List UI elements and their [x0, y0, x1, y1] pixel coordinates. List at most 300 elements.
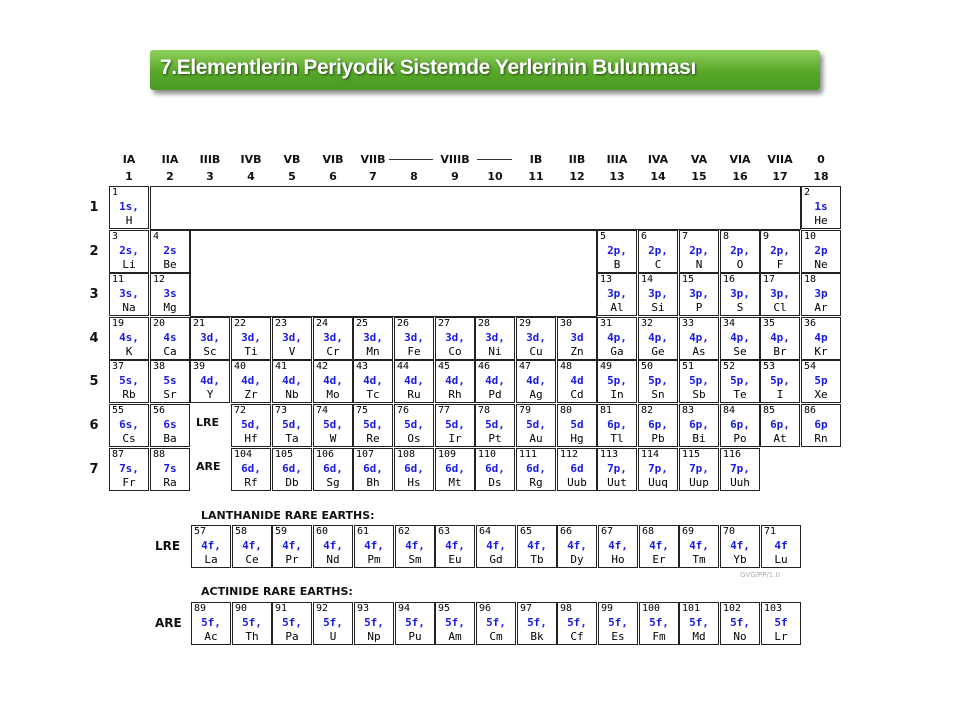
atomic-number: 80 — [560, 405, 573, 416]
element-cell — [475, 360, 515, 403]
atomic-number: 46 — [478, 361, 491, 372]
electron-config: 4d, — [526, 374, 546, 387]
atomic-number: 12 — [153, 274, 166, 285]
element-cell — [720, 273, 760, 316]
electron-config: 4f, — [405, 539, 425, 552]
element-symbol: Mo — [326, 388, 340, 401]
element-symbol: Mg — [163, 301, 177, 314]
electron-config: 4d, — [200, 374, 220, 387]
electron-config: 6d, — [526, 462, 546, 475]
element-symbol: Ds — [488, 476, 502, 489]
element-cell — [435, 360, 475, 403]
element-symbol: Au — [529, 432, 543, 445]
electron-config: 5f, — [201, 616, 221, 629]
element-symbol: At — [773, 432, 787, 445]
electron-config: 6d, — [363, 462, 383, 475]
atomic-number: 67 — [601, 526, 614, 537]
electron-config: 3p, — [648, 287, 668, 300]
electron-config: 4f, — [201, 539, 221, 552]
actinide-element-cell — [557, 602, 597, 645]
group-roman-label: VA — [690, 153, 708, 166]
element-cell — [272, 360, 312, 403]
element-cell — [109, 273, 149, 316]
electron-config: 4f, — [730, 539, 750, 552]
element-symbol: Ta — [285, 432, 299, 445]
atomic-number: 58 — [235, 526, 248, 537]
electron-config: 7p, — [689, 462, 709, 475]
group-roman-label: IIB — [568, 153, 586, 166]
atomic-number: 106 — [316, 449, 335, 460]
atomic-number: 62 — [398, 526, 411, 537]
atomic-number: 29 — [519, 318, 532, 329]
element-cell — [720, 448, 760, 491]
actinide-element-cell — [598, 602, 638, 645]
atomic-number: 4 — [153, 231, 160, 242]
electron-config: 5f, — [730, 616, 750, 629]
atomic-number: 111 — [519, 449, 538, 460]
atomic-number: 11 — [112, 274, 125, 285]
element-symbol: Yb — [733, 553, 747, 566]
actinide-element-cell — [639, 602, 679, 645]
group-number-label: 17 — [772, 170, 788, 183]
element-cell — [801, 230, 841, 273]
atomic-number: 108 — [397, 449, 416, 460]
electron-config: 5s, — [119, 374, 139, 387]
element-cell — [109, 404, 149, 447]
electron-config: 5d, — [445, 418, 465, 431]
atomic-number: 3 — [112, 231, 119, 242]
atomic-number: 36 — [804, 318, 817, 329]
atomic-number: 54 — [804, 361, 817, 372]
electron-config: 4p — [814, 331, 828, 344]
element-cell — [435, 317, 475, 360]
element-cell — [313, 360, 353, 403]
electron-config: 3d, — [485, 331, 505, 344]
atomic-number: 92 — [316, 603, 329, 614]
atomic-number: 6 — [641, 231, 648, 242]
atomic-number: 100 — [642, 603, 661, 614]
element-cell — [231, 360, 271, 403]
element-cell — [597, 317, 637, 360]
element-symbol: Hf — [244, 432, 258, 445]
placeholder-are: ARE — [196, 460, 221, 473]
element-cell — [109, 360, 149, 403]
electron-config: 4p, — [689, 331, 709, 344]
element-symbol: Nb — [285, 388, 299, 401]
actinide-element-cell — [720, 602, 760, 645]
lanthanide-element-cell — [639, 525, 679, 568]
element-symbol: Re — [366, 432, 380, 445]
actinide-row-label: ARE — [155, 616, 182, 630]
electron-config: 3d, — [241, 331, 261, 344]
element-symbol: Cf — [570, 630, 584, 643]
element-cell — [760, 273, 800, 316]
lanthanide-element-cell — [557, 525, 597, 568]
element-symbol: Es — [611, 630, 625, 643]
element-symbol: C — [654, 258, 662, 271]
electron-config: 5d, — [323, 418, 343, 431]
element-cell — [638, 448, 678, 491]
period-label: 4 — [89, 331, 99, 346]
electron-config: 5f, — [689, 616, 709, 629]
element-cell — [638, 360, 678, 403]
element-symbol: Am — [448, 630, 462, 643]
element-cell — [394, 360, 434, 403]
atomic-number: 57 — [194, 526, 207, 537]
electron-config: 6s — [163, 418, 177, 431]
element-symbol: Ru — [407, 388, 421, 401]
electron-config: 3s — [163, 287, 177, 300]
atomic-number: 72 — [234, 405, 247, 416]
electron-config: 4f, — [364, 539, 384, 552]
element-cell — [720, 360, 760, 403]
element-cell — [435, 448, 475, 491]
element-symbol: H — [125, 214, 133, 227]
atomic-number: 88 — [153, 449, 166, 460]
group-roman-label: VIA — [729, 153, 751, 166]
element-cell — [801, 360, 841, 403]
atomic-number: 49 — [600, 361, 613, 372]
electron-config: 3p, — [770, 287, 790, 300]
lanthanide-element-cell — [476, 525, 516, 568]
electron-config: 3d, — [200, 331, 220, 344]
element-symbol: P — [695, 301, 703, 314]
element-symbol: Ne — [814, 258, 828, 271]
electron-config: 5d — [570, 418, 584, 431]
element-symbol: Uuq — [648, 476, 668, 489]
element-cell — [475, 448, 515, 491]
electron-config: 4d, — [404, 374, 424, 387]
actinide-element-cell — [272, 602, 312, 645]
element-symbol: Os — [407, 432, 421, 445]
empty-block-transition — [190, 230, 597, 317]
lanthanide-element-cell — [679, 525, 719, 568]
group-number-label: 7 — [369, 170, 377, 183]
atomic-number: 21 — [193, 318, 206, 329]
electron-config: 7p, — [648, 462, 668, 475]
element-cell — [597, 404, 637, 447]
atomic-number: 19 — [112, 318, 125, 329]
lanthanide-element-cell — [598, 525, 638, 568]
element-cell — [272, 404, 312, 447]
element-symbol: Gd — [489, 553, 503, 566]
period-label: 6 — [89, 418, 99, 433]
atomic-number: 51 — [682, 361, 695, 372]
electron-config: 4f, — [282, 539, 302, 552]
element-cell — [760, 230, 800, 273]
actinide-element-cell — [679, 602, 719, 645]
element-symbol: As — [692, 345, 706, 358]
element-cell — [597, 360, 637, 403]
group-roman-label: VB — [283, 153, 301, 166]
element-symbol: Bi — [692, 432, 706, 445]
group-number-label: 5 — [288, 170, 296, 183]
group-viiib-bracket — [389, 159, 433, 160]
atomic-number: 63 — [438, 526, 451, 537]
element-symbol: Li — [122, 258, 136, 271]
element-symbol: Tb — [530, 553, 544, 566]
electron-config: 4f, — [608, 539, 628, 552]
element-symbol: B — [613, 258, 621, 271]
atomic-number: 28 — [478, 318, 491, 329]
element-symbol: K — [125, 345, 133, 358]
element-cell — [679, 404, 719, 447]
electron-config: 6s, — [119, 418, 139, 431]
element-cell — [109, 186, 149, 229]
element-cell — [801, 273, 841, 316]
actinide-element-cell — [476, 602, 516, 645]
group-number-label: 13 — [609, 170, 625, 183]
empty-block-period-1 — [150, 186, 801, 230]
lanthanide-row-label: LRE — [155, 539, 181, 553]
element-cell — [109, 230, 149, 273]
atomic-number: 105 — [275, 449, 294, 460]
element-symbol: Be — [163, 258, 177, 271]
atomic-number: 103 — [764, 603, 783, 614]
electron-config: 1s — [814, 200, 828, 213]
electron-config: 5f, — [282, 616, 302, 629]
element-cell — [801, 317, 841, 360]
element-symbol: Si — [651, 301, 665, 314]
atomic-number: 114 — [641, 449, 660, 460]
atomic-number: 64 — [479, 526, 492, 537]
atomic-number: 43 — [356, 361, 369, 372]
watermark-text: GVG/PP/1.0 — [740, 571, 780, 579]
atomic-number: 101 — [682, 603, 701, 614]
atomic-number: 73 — [275, 405, 288, 416]
title-banner — [150, 50, 820, 90]
group-number-label: 3 — [206, 170, 214, 183]
electron-config: 7s, — [119, 462, 139, 475]
atomic-number: 24 — [316, 318, 329, 329]
element-symbol: Ce — [245, 553, 259, 566]
atomic-number: 30 — [560, 318, 573, 329]
electron-config: 4p, — [607, 331, 627, 344]
element-cell — [394, 448, 434, 491]
electron-config: 5f, — [608, 616, 628, 629]
electron-config: 5f — [774, 616, 788, 629]
element-cell — [679, 360, 719, 403]
element-cell — [760, 404, 800, 447]
atomic-number: 32 — [641, 318, 654, 329]
actinide-element-cell — [761, 602, 801, 645]
electron-config: 4p, — [770, 331, 790, 344]
element-cell — [760, 360, 800, 403]
element-symbol: Y — [206, 388, 214, 401]
atomic-number: 60 — [316, 526, 329, 537]
electron-config: 6p, — [648, 418, 668, 431]
period-label: 1 — [89, 200, 99, 215]
atomic-number: 84 — [723, 405, 736, 416]
group-number-label: 12 — [569, 170, 585, 183]
element-symbol: Sm — [408, 553, 422, 566]
atomic-number: 41 — [275, 361, 288, 372]
element-symbol: Se — [733, 345, 747, 358]
element-symbol: Po — [733, 432, 747, 445]
element-symbol: Lu — [774, 553, 788, 566]
lanthanide-element-cell — [191, 525, 231, 568]
atomic-number: 45 — [438, 361, 451, 372]
element-cell — [231, 317, 271, 360]
element-symbol: Cu — [529, 345, 543, 358]
element-symbol: Er — [652, 553, 666, 566]
element-cell — [801, 186, 841, 229]
group-number-label: 9 — [451, 170, 459, 183]
atomic-number: 89 — [194, 603, 207, 614]
atomic-number: 74 — [316, 405, 329, 416]
electron-config: 5d, — [241, 418, 261, 431]
electron-config: 4p, — [730, 331, 750, 344]
atomic-number: 22 — [234, 318, 247, 329]
electron-config: 2p — [814, 244, 828, 257]
atomic-number: 65 — [520, 526, 533, 537]
atomic-number: 87 — [112, 449, 125, 460]
electron-config: 5f, — [364, 616, 384, 629]
element-symbol: Th — [245, 630, 259, 643]
atomic-number: 39 — [193, 361, 206, 372]
group-roman-label: VIIIB — [440, 153, 470, 166]
element-symbol: Cm — [489, 630, 503, 643]
electron-config: 6p, — [607, 418, 627, 431]
element-cell — [679, 448, 719, 491]
element-cell — [231, 448, 271, 491]
electron-config: 5p, — [648, 374, 668, 387]
atomic-number: 116 — [723, 449, 742, 460]
electron-config: 4f, — [486, 539, 506, 552]
element-cell — [353, 317, 393, 360]
element-cell — [150, 273, 190, 316]
element-cell — [475, 404, 515, 447]
actinide-element-cell — [313, 602, 353, 645]
element-symbol: Pt — [488, 432, 502, 445]
element-symbol: Pr — [285, 553, 299, 566]
atomic-number: 14 — [641, 274, 654, 285]
atomic-number: 13 — [600, 274, 613, 285]
atomic-number: 50 — [641, 361, 654, 372]
actinide-element-cell — [232, 602, 272, 645]
electron-config: 4d, — [323, 374, 343, 387]
electron-config: 4f — [774, 539, 788, 552]
electron-config: 4f, — [567, 539, 587, 552]
element-cell — [557, 360, 597, 403]
actinide-element-cell — [435, 602, 475, 645]
electron-config: 4f, — [649, 539, 669, 552]
electron-config: 2s — [163, 244, 177, 257]
group-number-label: 10 — [487, 170, 503, 183]
group-number-label: 8 — [410, 170, 418, 183]
page-title: 7.Elementlerin Periyodik Sistemde Yerlerinin Bulunması — [160, 56, 696, 79]
element-symbol: Sg — [326, 476, 340, 489]
atomic-number: 98 — [560, 603, 573, 614]
electron-config: 7p, — [730, 462, 750, 475]
electron-config: 2p, — [770, 244, 790, 257]
element-symbol: Ni — [488, 345, 502, 358]
element-symbol: Ar — [814, 301, 828, 314]
element-cell — [475, 317, 515, 360]
electron-config: 5d, — [526, 418, 546, 431]
atomic-number: 107 — [356, 449, 375, 460]
atomic-number: 31 — [600, 318, 613, 329]
lanthanide-element-cell — [313, 525, 353, 568]
element-symbol: Fr — [122, 476, 136, 489]
element-symbol: Tl — [610, 432, 624, 445]
atomic-number: 76 — [397, 405, 410, 416]
element-symbol: Cs — [122, 432, 136, 445]
element-cell — [638, 317, 678, 360]
electron-config: 5s — [163, 374, 177, 387]
period-label: 2 — [89, 244, 99, 259]
element-cell — [353, 360, 393, 403]
electron-config: 5d, — [282, 418, 302, 431]
electron-config: 5p, — [770, 374, 790, 387]
group-number-label: 4 — [247, 170, 255, 183]
element-symbol: Pu — [408, 630, 422, 643]
group-viiib-bracket — [477, 159, 512, 160]
element-cell — [313, 448, 353, 491]
electron-config: 2p, — [730, 244, 750, 257]
atomic-number: 27 — [438, 318, 451, 329]
atomic-number: 59 — [275, 526, 288, 537]
element-symbol: Te — [733, 388, 747, 401]
electron-config: 4f, — [689, 539, 709, 552]
atomic-number: 56 — [153, 405, 166, 416]
atomic-number: 15 — [682, 274, 695, 285]
element-cell — [597, 448, 637, 491]
element-cell — [557, 404, 597, 447]
electron-config: 3p, — [689, 287, 709, 300]
group-roman-label: VIB — [322, 153, 344, 166]
atomic-number: 83 — [682, 405, 695, 416]
element-symbol: Sc — [203, 345, 217, 358]
element-symbol: Cr — [326, 345, 340, 358]
element-cell — [638, 273, 678, 316]
atomic-number: 110 — [478, 449, 497, 460]
atomic-number: 38 — [153, 361, 166, 372]
element-symbol: Uuh — [730, 476, 750, 489]
atomic-number: 85 — [763, 405, 776, 416]
element-cell — [190, 360, 230, 403]
electron-config: 5f, — [527, 616, 547, 629]
element-cell — [272, 448, 312, 491]
element-symbol: Rb — [122, 388, 136, 401]
group-number-label: 14 — [650, 170, 666, 183]
group-number-label: 16 — [732, 170, 748, 183]
electron-config: 4f, — [242, 539, 262, 552]
atomic-number: 90 — [235, 603, 248, 614]
element-symbol: Fe — [407, 345, 421, 358]
group-roman-label: IVA — [647, 153, 669, 166]
element-symbol: Ca — [163, 345, 177, 358]
atomic-number: 77 — [438, 405, 451, 416]
element-symbol: Md — [692, 630, 706, 643]
electron-config: 4f, — [527, 539, 547, 552]
group-roman-label: IVB — [240, 153, 262, 166]
element-symbol: I — [776, 388, 784, 401]
element-cell — [150, 360, 190, 403]
atomic-number: 104 — [234, 449, 253, 460]
atomic-number: 69 — [682, 526, 695, 537]
element-cell — [638, 404, 678, 447]
actinide-element-cell — [517, 602, 557, 645]
element-symbol: Ba — [163, 432, 177, 445]
atomic-number: 95 — [438, 603, 451, 614]
group-number-label: 11 — [528, 170, 544, 183]
electron-config: 4d, — [445, 374, 465, 387]
atomic-number: 33 — [682, 318, 695, 329]
element-symbol: O — [736, 258, 744, 271]
atomic-number: 86 — [804, 405, 817, 416]
element-symbol: Nd — [326, 553, 340, 566]
